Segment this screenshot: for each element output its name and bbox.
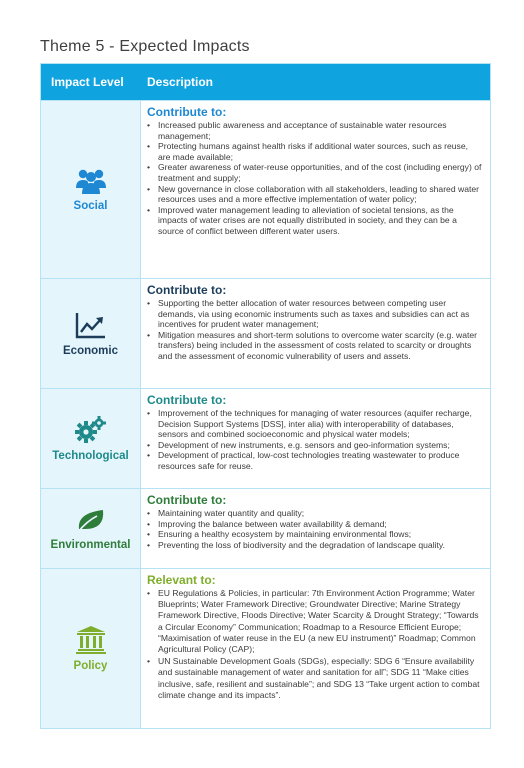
- list-item: • Mitigation measures and short-term solutions to overcome water scarcity (e.g. water transfers) being included in the assessment of costs related to scarcity or droughts and the assessment of economic vulnerability of users and assets.: [147, 330, 482, 362]
- description-cell-social: [141, 101, 490, 278]
- level-cell-economic: [41, 279, 141, 388]
- leaf-icon: [75, 507, 107, 533]
- table-row-social: [41, 100, 490, 278]
- description-cell-policy: [141, 569, 490, 728]
- page-title: Theme 5 - Expected Impacts: [40, 38, 250, 55]
- description-heading: Contribute to:: [147, 105, 227, 119]
- description-heading: Relevant to:: [147, 573, 216, 587]
- people-icon: [74, 168, 108, 194]
- column-header-impact-level: Impact Level: [51, 75, 124, 89]
- level-label-economic: Economic: [63, 344, 118, 357]
- description-cell-economic: [141, 279, 490, 388]
- table-row-environmental: [41, 488, 490, 568]
- list-item: • Maintaining water quantity and quality;: [147, 508, 482, 519]
- list-item: • New governance in close collaboration with all stakeholders, leading to shared water resources uses and a more effective implementation of water policy;: [147, 184, 482, 205]
- list-item: • UN Sustainable Development Goals (SDGs), especially: SDG 6 “Ensure availability and sustainable management of water and sanitation for all”; SDG 11 “Make cities inclusive, safe, resilient and sustainable”; and SDG 13 “Take urgent action to combat climate change and its impacts”.: [147, 656, 482, 701]
- list-item: • Greater awareness of water-reuse opportunities, and of the cost (including energy) of treatment and supply;: [147, 162, 482, 183]
- list-item: • Protecting humans against health risks if additional water sources, such as reuse, are made available;: [147, 141, 482, 162]
- list-item: • Improved water management leading to alleviation of societal tensions, as the impacts of water crises are not equally distributed in society, and they can be a source of conflict between different water users.: [147, 205, 482, 237]
- trend-chart-icon: [75, 311, 107, 339]
- list-item: • Improving the balance between water availability & demand;: [147, 519, 482, 530]
- list-item: • Preventing the loss of biodiversity and the degradation of landscape quality.: [147, 540, 482, 551]
- description-heading: Contribute to:: [147, 283, 227, 297]
- list-item: • Ensuring a healthy ecosystem by maintaining environmental flows;: [147, 529, 482, 540]
- level-cell-social: [41, 101, 141, 278]
- list-item: • Increased public awareness and acceptance of sustainable water resources management;: [147, 120, 482, 141]
- level-label-environmental: Environmental: [50, 538, 131, 551]
- level-label-policy: Policy: [73, 659, 108, 672]
- list-item: • EU Regulations & Policies, in particular: 7th Environment Action Programme; Water Blueprints; Water Framework Directive; Groundwater Directive; Marine Strategy Framework Directive, Floods Directive; Water Scarcity & Drought Strategy; “Towards a Circular Economy” Communication; Roadmap to a Resource Efficient Europe; “Maximisation of water reuse in the EU (a new EU instrument)” Roadmap; Common Agricultural Policy (CAP);: [147, 588, 482, 655]
- description-cell-environmental: [141, 489, 490, 568]
- level-label-social: Social: [73, 199, 108, 212]
- table-row-technological: [41, 388, 490, 488]
- list-item: • Development of new instruments, e.g. sensors and geo-information systems;: [147, 440, 482, 451]
- level-cell-policy: [41, 569, 141, 728]
- list-item: • Supporting the better allocation of water resources between competing user demands, via using economic instruments such as taxes and subsidies can act as incentives for prudent water management;: [147, 298, 482, 330]
- level-cell-environmental: [41, 489, 141, 568]
- column-header-description: Description: [147, 75, 214, 89]
- gears-icon: [75, 416, 107, 444]
- institution-icon: [76, 626, 106, 654]
- table-row-economic: [41, 278, 490, 388]
- description-heading: Contribute to:: [147, 393, 227, 407]
- description-cell-technological: [141, 389, 490, 488]
- list-item: • Development of practical, low-cost technologies treating wastewater to produce resources safe for reuse.: [147, 450, 482, 471]
- description-heading: Contribute to:: [147, 493, 227, 507]
- table-row-policy: [41, 568, 490, 728]
- level-cell-technological: [41, 389, 141, 488]
- list-item: • Improvement of the techniques for managing of water resources (aquifer recharge, Decision Support Systems [DSS], inter alia) with interoperability of databases, sensors and combined socioeconomic and physical water models;: [147, 408, 482, 440]
- level-label-technological: Technological: [52, 449, 129, 462]
- table-header: [41, 64, 490, 100]
- impact-table: [40, 63, 491, 729]
